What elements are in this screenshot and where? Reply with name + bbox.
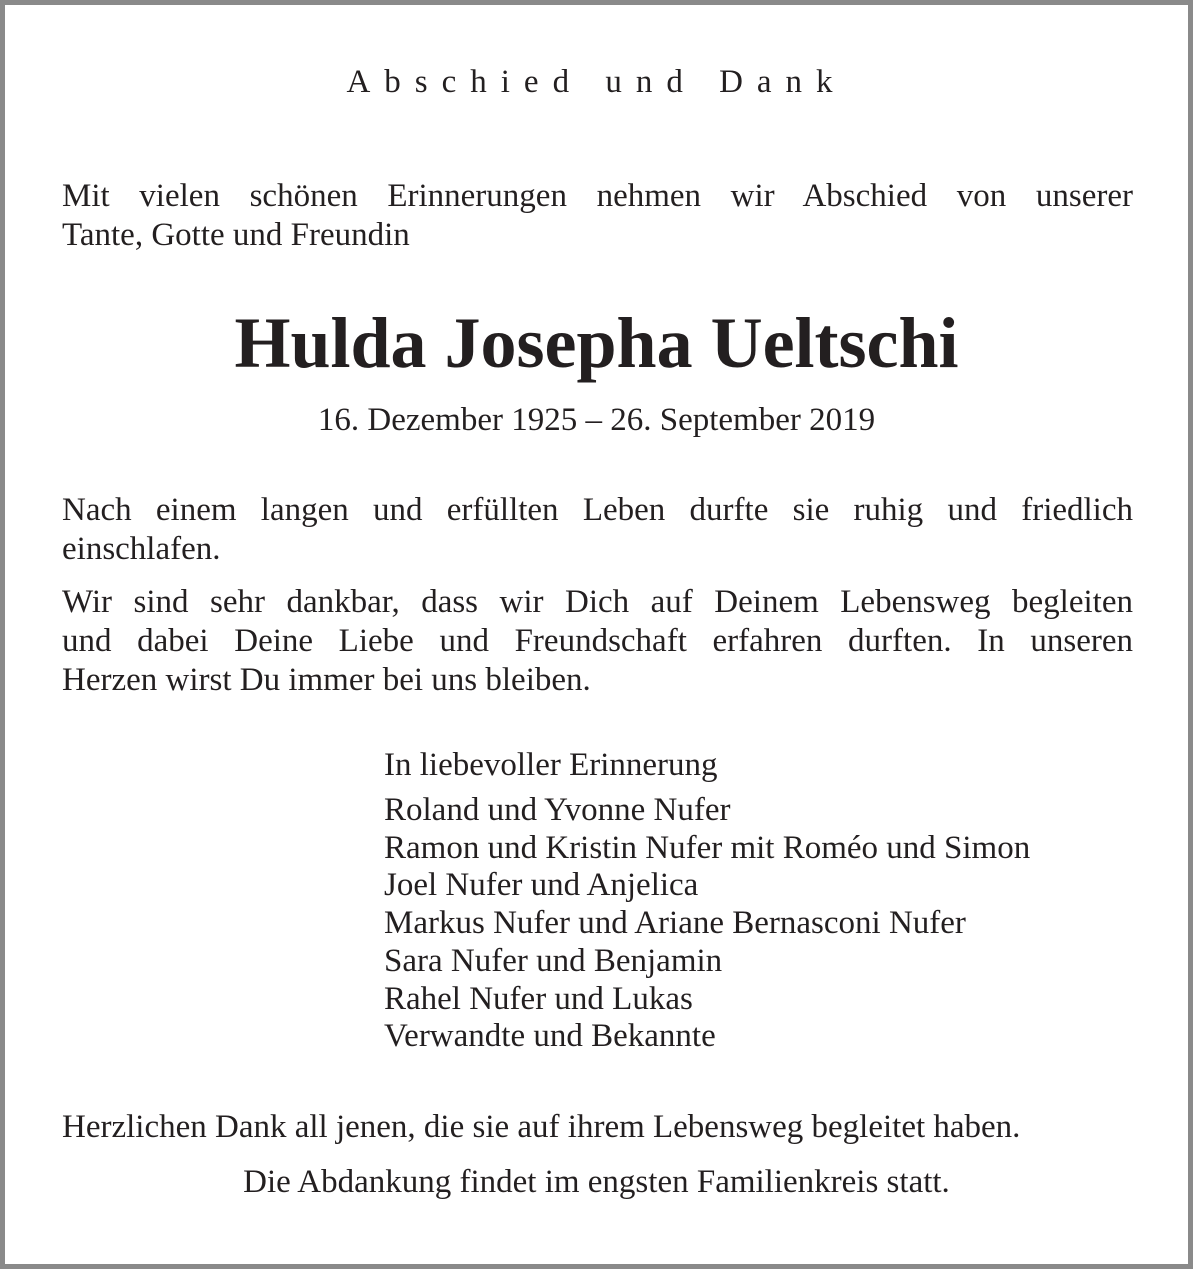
- paragraph-gratitude: [62, 583, 1133, 700]
- deceased-name: Hulda Josepha Ueltschi: [234, 303, 959, 383]
- service-note: Die Abdankung findet im engsten Familienkreis statt.: [243, 1164, 950, 1200]
- paragraph-line: Herzen wirst Du immer bei uns bleiben.: [62, 662, 591, 698]
- paragraph-peaceful-passing: [62, 491, 1133, 569]
- intro-line: Mit vielen schönen Erinnerungen nehmen wir Abschied von unserer: [62, 178, 1133, 214]
- signer-name: Verwandte und Bekannte: [384, 1018, 716, 1055]
- signers-list: [384, 792, 1164, 1056]
- signer-name: Markus Nufer und Ariane Bernasconi Nufer: [384, 905, 966, 942]
- signer-name: Rahel Nufer und Lukas: [384, 980, 693, 1017]
- signer-name: Roland und Yvonne Nufer: [384, 792, 731, 828]
- thanks-note: Herzlichen Dank all jenen, die sie auf ihrem Lebensweg begleitet haben.: [62, 1109, 1021, 1145]
- signoff: In liebevoller Erinnerung: [384, 747, 718, 783]
- paragraph-line: Wir sind sehr dankbar, dass wir Dich auf Deinem Lebensweg begleiten: [62, 584, 1133, 620]
- signer-name: Sara Nufer und Benjamin: [384, 942, 723, 979]
- paragraph-line: und dabei Deine Liebe und Freundschaft erfahren durften. In unseren: [62, 623, 1133, 659]
- intro-text: [62, 177, 1133, 255]
- signer-name: Ramon und Kristin Nufer mit Roméo und Simon: [384, 829, 1031, 866]
- paragraph-line: Nach einem langen und erfüllten Leben durfte sie ruhig und friedlich: [62, 492, 1133, 528]
- paragraph-line: einschlafen.: [62, 531, 221, 567]
- life-dates: 16. Dezember 1925 – 26. September 2019: [317, 402, 876, 438]
- notice-heading: Abschied und Dank: [346, 64, 847, 100]
- intro-line: Tante, Gotte und Freundin: [62, 217, 410, 253]
- signer-name: Joel Nufer und Anjelica: [384, 867, 699, 904]
